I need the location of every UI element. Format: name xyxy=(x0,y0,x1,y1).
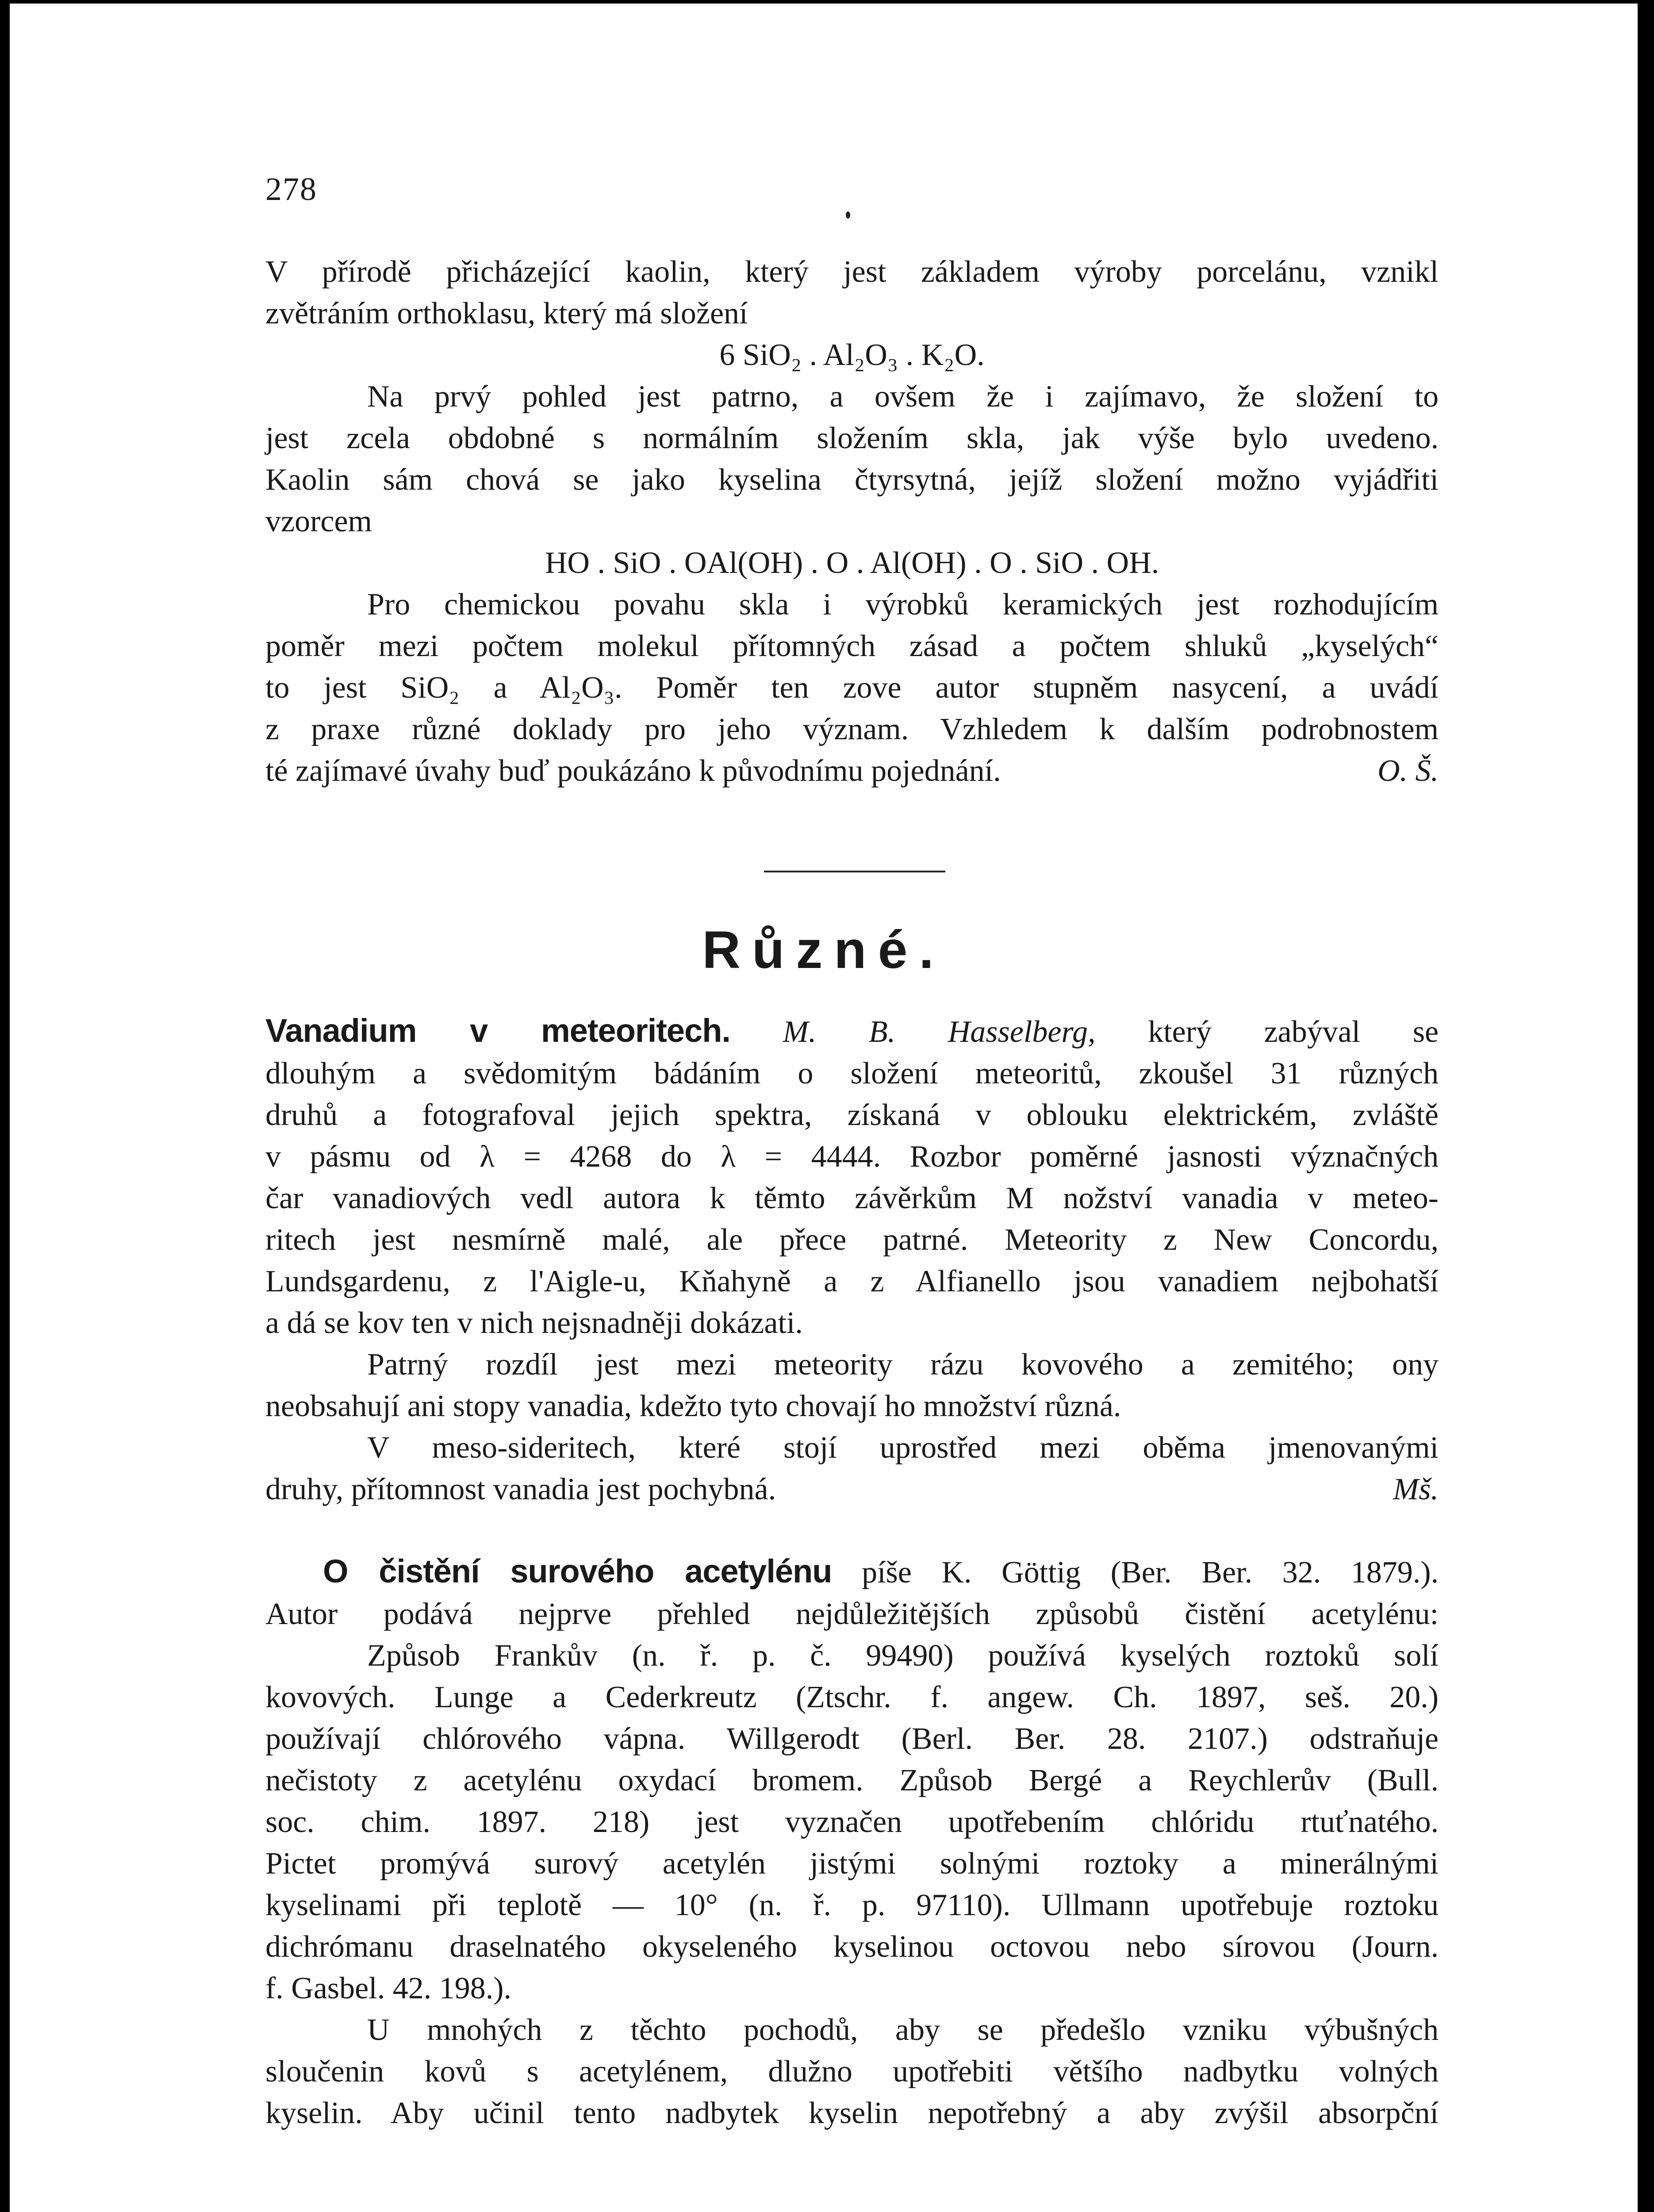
section-title: Různé. xyxy=(702,920,945,979)
text-line: Lundsgardenu, z l'Aigle-u, Kňahyně a z Alfianello jsou vanadiem nejbohatší xyxy=(265,1264,1439,1298)
text-line: vzorcem xyxy=(265,504,372,538)
ink-speck xyxy=(846,211,850,219)
text-line: Způsob Frankův (n. ř. p. č. 99490) používá kyselých roztoků solí xyxy=(367,1639,1439,1673)
text-line: dichrómanu draselnatého okyseleného kyselinou octovou nebo sírovou (Journ. xyxy=(265,1930,1439,1964)
text-line: V přírodě přicházející kaolin, který jest základem výroby porcelánu, vznikl xyxy=(265,255,1439,289)
text-line: Autor podává nejprve přehled nejdůležitějších způsobů čistění acetylénu: xyxy=(265,1597,1439,1631)
text-line: Patrný rozdíl jest mezi meteority rázu kovového a zemitého; ony xyxy=(367,1348,1439,1382)
article-first-line xyxy=(265,1010,1439,1053)
text-line: zvětráním orthoklasu, který má složení xyxy=(265,296,748,330)
text-line: Na prvý pohled jest patrno, a ovšem že i zajímavo, že složení to xyxy=(367,380,1439,414)
text-line: té zajímavé úvahy buď poukázáno k původnímu pojednání. xyxy=(265,754,1001,788)
text-line-with-signature xyxy=(265,750,1439,792)
article-first-line xyxy=(265,1551,1439,1594)
text-line: Pictet promývá surový acetylén jistými solnými roztoky a minerálnými xyxy=(265,1847,1439,1881)
text-line: používají chlórového vápna. Willgerodt (Berl. Ber. 28. 2107.) odstraňuje xyxy=(265,1722,1439,1756)
intro-block xyxy=(265,251,1439,792)
text-line: V meso-sideritech, které stojí uprostřed mezi oběma jmenovanými xyxy=(367,1431,1439,1465)
divider-rule xyxy=(764,871,945,872)
text-fragment: který zabýval se xyxy=(1148,1015,1439,1049)
text-line: ritech jest nesmírně malé, ale přece patrné. Meteority z New Concordu, xyxy=(265,1223,1439,1257)
text-line: kovových. Lunge a Cederkreutz (Ztschr. f. angew. Ch. 1897, seš. 20.) xyxy=(265,1680,1439,1714)
text-line: druhů a fotografoval jejich spektra, získaná v oblouku elektrickém, zvláště xyxy=(265,1098,1439,1132)
article-acetylene xyxy=(265,1551,1439,2134)
article-heading: Vanadium v meteoritech. xyxy=(265,1012,730,1049)
article-heading: O čistění surového acetylénu xyxy=(323,1553,832,1590)
text-line: z praxe různé doklady pro jeho význam. Vzhledem k dalším podrobnostem xyxy=(265,712,1439,746)
text-line: Pro chemickou povahu skla i výrobků keramických jest rozhodujícím xyxy=(367,588,1439,622)
text-line: čar vanadiových vedl autora k těmto závěrkům M nožství vanadia v meteo- xyxy=(265,1181,1439,1215)
text-line: f. Gasbel. 42. 198.). xyxy=(265,1971,512,2005)
page-number: 278 xyxy=(265,171,317,207)
signature: O. Š. xyxy=(1377,754,1439,788)
article-vanadium xyxy=(265,1010,1439,1510)
text-line: neobsahují ani stopy vanadia, kdežto tyto chovají ho množství různá. xyxy=(265,1389,1121,1423)
text-line: jest zcela obdobné s normálním složením skla, jak výše bylo uvedeno. xyxy=(265,421,1439,455)
text-line-with-signature xyxy=(265,1469,1439,1510)
formula-kaolin: 6 SiO₂ . Al₂O₃ . K₂O. xyxy=(719,338,985,372)
text-line: dlouhým a svědomitým bádáním o složení meteoritů, zkoušel 31 různých xyxy=(265,1056,1439,1091)
formula-structure: HO . SiO . OAl(OH) . O . Al(OH) . O . SiO . OH. xyxy=(545,546,1159,580)
text-line: v pásmu od λ = 4268 do λ = 4444. Rozbor poměrné jasnosti význačných xyxy=(265,1140,1439,1174)
text-line: kyselin. Aby učinil tento nadbytek kyselin nepotřebný a aby zvýšil absorpční xyxy=(265,2096,1439,2130)
text-line: druhy, přítomnost vanadia jest pochybná. xyxy=(265,1472,776,1506)
text-fragment: píše K. Göttig (Ber. Ber. 32. 1879.). xyxy=(862,1555,1439,1590)
text-line: nečistoty z acetylénu oxydací bromem. Způsob Bergé a Reychlerův (Bull. xyxy=(265,1763,1439,1797)
text-line: soc. chim. 1897. 218) jest vyznačen upotřebením chlóridu rtuťnatého. xyxy=(265,1805,1439,1839)
signature: Mš. xyxy=(1393,1472,1439,1506)
scanned-page xyxy=(10,4,1638,2212)
text-line: Kaolin sám chová se jako kyselina čtyrsytná, jejíž složení možno vyjádřiti xyxy=(265,463,1439,497)
article-author: M. B. Hasselberg, xyxy=(783,1015,1096,1049)
text-line: sloučenin kovů s acetylénem, dlužno upotřebiti většího nadbytku volných xyxy=(265,2055,1439,2089)
text-line: poměr mezi počtem molekul přítomných zásad a počtem shluků „kyselých“ xyxy=(265,629,1439,663)
text-line: U mnohých z těchto pochodů, aby se předešlo vzniku výbušných xyxy=(367,2013,1439,2047)
text-line: a dá se kov ten v nich nejsnadněji dokázati. xyxy=(265,1306,803,1340)
text-line: kyselinami při teplotě — 10° (n. ř. p. 97110). Ullmann upotřebuje roztoku xyxy=(265,1888,1439,1922)
text-line: to jest SiO₂ a Al₂O₃. Poměr ten zove autor stupněm nasycení, a uvádí xyxy=(265,671,1439,705)
